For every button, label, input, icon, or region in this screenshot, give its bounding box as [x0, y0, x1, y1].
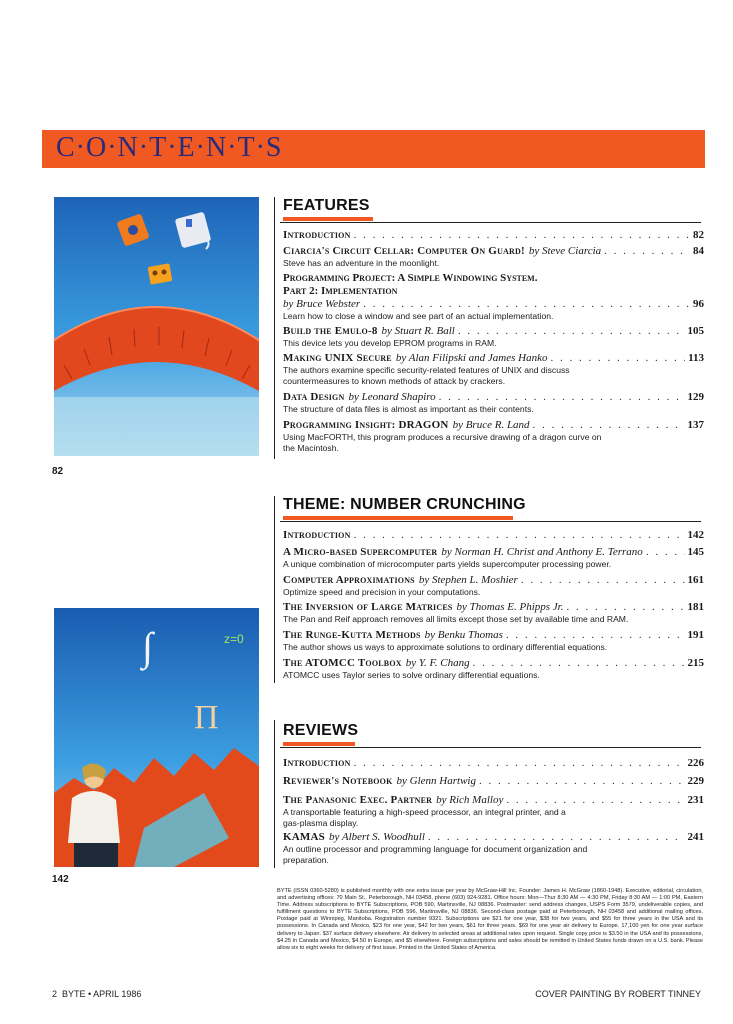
- entry-title: Introduction: [283, 229, 351, 241]
- entry-title: Reviewer's Notebook: [283, 775, 393, 787]
- entry-description: The Pan and Reif approach removes all limits except those set by available time and RAM.: [283, 614, 629, 624]
- entry-page: 82: [693, 229, 704, 241]
- feature-illustration: [54, 197, 259, 456]
- entry-author: by Stuart R. Ball: [381, 325, 455, 337]
- section-heading-reviews: REVIEWS: [283, 722, 359, 739]
- section-accent-bar: [283, 217, 373, 221]
- column-rule: [274, 720, 275, 868]
- toc-entry[interactable]: [283, 229, 704, 242]
- column-rule: [274, 496, 275, 683]
- entry-page: 137: [687, 419, 704, 431]
- toc-entry[interactable]: [283, 574, 704, 598]
- footer-credit: COVER PAINTING BY ROBERT TINNEY: [535, 989, 701, 999]
- entry-description: The structure of data files is almost as important as their contents.: [283, 404, 534, 414]
- toc-entry[interactable]: [283, 419, 704, 453]
- entry-description: This device lets you develop EPROM programs in RAM.: [283, 338, 497, 348]
- toc-entry[interactable]: [283, 245, 704, 269]
- entry-author: by Steve Ciarcia: [528, 245, 602, 257]
- feature-painting: [54, 197, 259, 456]
- entry-title: Making UNIX Secure: [283, 352, 392, 364]
- page-title: C·O·N·T·E·N·T·S: [56, 132, 283, 163]
- toc-entry[interactable]: [283, 794, 704, 828]
- toc-entry[interactable]: [283, 391, 704, 415]
- theme-painting: [54, 608, 259, 867]
- section-rule: [280, 747, 701, 748]
- entry-title: Computer Approximations: [283, 574, 415, 586]
- entry-title: Introduction: [283, 529, 351, 541]
- entry-description: Using MacFORTH, this program produces a recursive drawing of a dragon curve on the Macintosh.: [283, 432, 602, 453]
- entry-title: Build the Emulo-8: [283, 325, 378, 337]
- entry-description: The author shows us ways to approximate solutions to ordinary differential equations.: [283, 642, 608, 652]
- entry-page: 241: [687, 831, 704, 843]
- section-rule: [280, 521, 701, 522]
- entry-page: 113: [688, 352, 704, 364]
- toc-entry[interactable]: [283, 546, 704, 570]
- entry-page: 191: [687, 629, 704, 641]
- entry-title: The Panasonic Exec. Partner: [283, 794, 433, 806]
- entry-author: by Thomas E. Phipps Jr.: [456, 601, 564, 613]
- toc-entry[interactable]: [283, 657, 704, 681]
- entry-author: by Rich Malloy: [436, 794, 504, 806]
- section-accent-bar: [283, 742, 355, 746]
- entry-description: Steve has an adventure in the moonlight.: [283, 258, 440, 268]
- entry-page: 142: [687, 529, 704, 541]
- entry-title: Data Design: [283, 391, 345, 403]
- entry-author: by Benku Thomas: [424, 629, 503, 641]
- entry-page: 96: [693, 298, 704, 310]
- entry-title: The Runge-Kutta Methods: [283, 629, 421, 641]
- toc-entry[interactable]: [283, 325, 704, 349]
- entry-description: Optimize speed and precision in your computations.: [283, 587, 481, 597]
- toc-entry[interactable]: [283, 629, 704, 653]
- entry-author: by Glenn Hartwig: [396, 775, 476, 787]
- entry-author: by Bruce Webster: [283, 298, 361, 310]
- theme-illustration: [54, 608, 259, 867]
- entry-page: 181: [687, 601, 704, 613]
- toc-entry[interactable]: [283, 352, 704, 386]
- entry-title: Ciarcia's Circuit Cellar: Computer On Guard!: [283, 245, 525, 257]
- entry-page: 84: [693, 245, 704, 257]
- entry-description: A transportable featuring a high-speed processor, an integral printer, and a gas-plasma display.: [283, 807, 566, 828]
- entry-title: Programming Project: A Simple Windowing System.: [283, 272, 538, 284]
- entry-author: by Bruce R. Land: [452, 419, 530, 431]
- entry-description: A unique combination of microcomputer parts yields supercomputer processing power.: [283, 559, 612, 569]
- entry-title: Programming Insight: DRAGON: [283, 419, 449, 431]
- svg-text:Π: Π: [194, 699, 219, 736]
- entry-author: by Albert S. Woodhull: [328, 831, 425, 843]
- entry-page: 161: [687, 574, 704, 586]
- toc-entry[interactable]: [283, 831, 704, 865]
- svg-text:∫: ∫: [142, 624, 153, 669]
- contents-banner: [42, 130, 705, 168]
- entry-description: ATOMCC uses Taylor series to solve ordinary differential equations.: [283, 670, 540, 680]
- toc-entry[interactable]: [283, 529, 704, 542]
- entry-title: Introduction: [283, 757, 351, 769]
- entry-description: An outline processor and programming language for document organization and preparation.: [283, 844, 588, 865]
- section-rule: [280, 222, 701, 223]
- entry-page: 229: [687, 775, 704, 787]
- toc-entry[interactable]: [283, 272, 704, 322]
- toc-entry[interactable]: [283, 601, 704, 625]
- section-heading-theme: THEME: NUMBER CRUNCHING: [283, 496, 526, 513]
- entry-author: by Leonard Shapiro: [348, 391, 436, 403]
- entry-title: The Inversion of Large Matrices: [283, 601, 453, 613]
- entry-description: Learn how to close a window and see part of an actual implementation.: [283, 311, 554, 321]
- section-accent-bar: [283, 516, 513, 520]
- footer-folio: 2 BYTE • APRIL 1986: [52, 989, 142, 999]
- entry-page: 129: [687, 391, 704, 403]
- toc-entry[interactable]: [283, 757, 704, 770]
- entry-description: The authors examine specific security-related features of UNIX and discuss countermeasures to known methods of attack by crackers.: [283, 365, 570, 386]
- figure-page-label: 142: [52, 874, 69, 885]
- entry-title: A Micro-based Supercomputer: [283, 546, 438, 558]
- entry-author: by Y. F. Chang: [405, 657, 470, 669]
- entry-page: 231: [687, 794, 704, 806]
- entry-title: KAMAS: [283, 831, 325, 843]
- section-heading-features: FEATURES: [283, 197, 370, 214]
- entry-author: by Alan Filipski and James Hanko: [395, 352, 548, 364]
- figure-page-label: 82: [52, 466, 64, 477]
- entry-page: 105: [687, 325, 704, 337]
- toc-entry[interactable]: [283, 775, 704, 788]
- entry-title-line2: Part 2: Implementation: [283, 285, 398, 297]
- publication-imprint: BYTE (ISSN 0360-5280) is published monthly with one extra issue per year by McGraw-Hill Inc. Founder: James H. McGraw (1860-1948). Executive, editorial, circulation, and advertising offices: 70 Main St., Peterborough, NH 03458, phone (603) 924-9281. Office hours: Mon—Thur 8:30 AM — 4:30 PM, Friday 8:30 AM — 1:00 PM, Eastern Time. Address subscriptions to BYTE Subscriptions, POB 590, Martinsville, NJ 08836. Postmaster: send address changes, USPS Form 3579, undeliverable copies, and fulfillment questions to BYTE Subscriptions, POB 596, Martinsville, NJ 08836. Second-class postage paid at Peterborough, NH 03458 and additional mailing offices. Postage paid at Winnipeg, Manitoba. Registration number 9321. Subscriptions are $21 for one year, $38 for two years, and $55 for three years in the USA and its possessions. In Canada and Mexico, $23 for one year, $42 for two years, $61 for three years. $69 for one year air delivery to Europe. 17,100 yen for one year surface delivery to Japan. $37 surface delivery elsewhere. Air delivery to selected areas at additional rates upon request. Single copy price is $3.50 in the USA and its possessions, $4.25 in Canada and Mexico, $4.50 in Europe, and $5 elsewhere. Foreign subscriptions and sales should be remitted in United States funds drawn on a U.S. bank. Please allow six to eight weeks for delivery of first issue. Printed in the United States of America.: [277, 888, 703, 951]
- svg-text:z=0: z=0: [224, 632, 244, 646]
- entry-author: by Stephen L. Moshier: [418, 574, 518, 586]
- entry-page: 226: [687, 757, 704, 769]
- entry-title: The ATOMCC Toolbox: [283, 657, 402, 669]
- entry-page: 145: [687, 546, 704, 558]
- entry-author: by Norman H. Christ and Anthony E. Terrano: [441, 546, 643, 558]
- entry-page: 215: [687, 657, 704, 669]
- column-rule: [274, 197, 275, 459]
